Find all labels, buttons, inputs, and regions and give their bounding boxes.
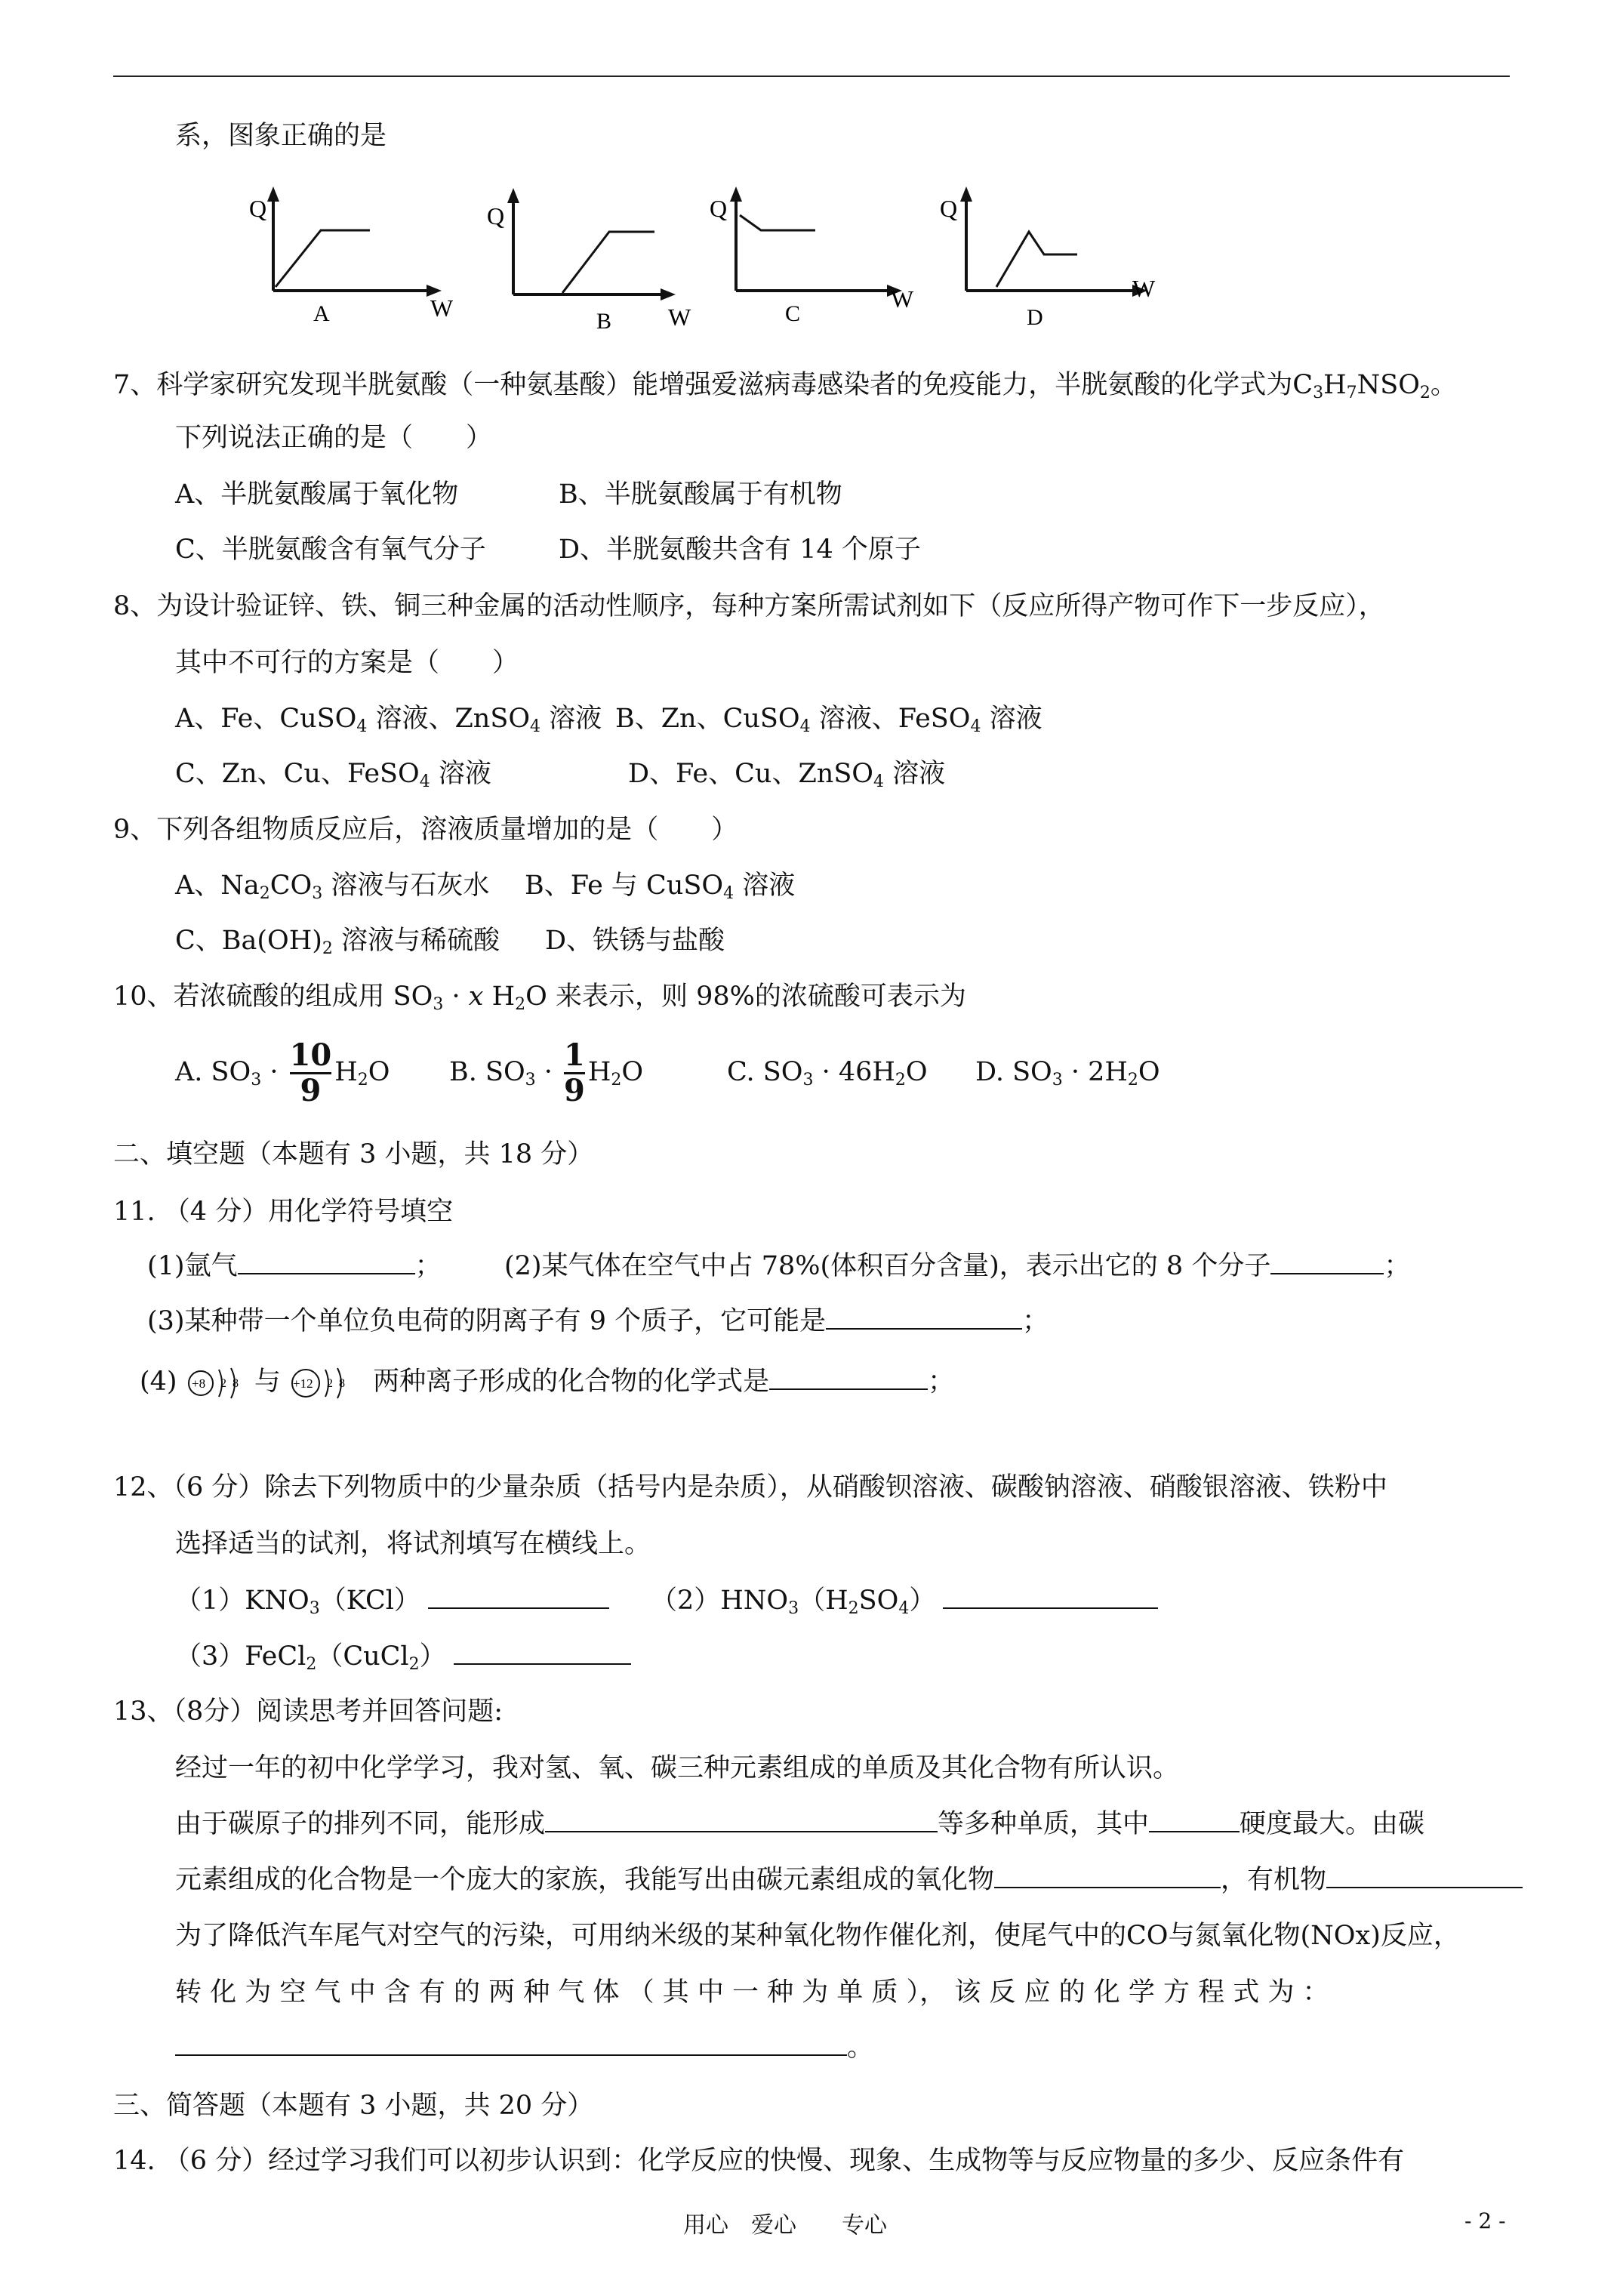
- q13-stem: 13、（8分）阅读思考并回答问题:: [113, 1697, 504, 1727]
- q13-blank-2[interactable]: [1149, 1808, 1240, 1832]
- q11-blank-1[interactable]: [238, 1250, 415, 1274]
- q13-line-1: 经过一年的初中化学学习，我对氢、氧、碳三种元素组成的单质及其化合物有所认识。: [175, 1753, 1180, 1783]
- q13-line-2: 由于碳原子的排列不同，能形成 等多种单质，其中 硬度最大。由碳: [175, 1809, 1425, 1839]
- q8-option-b: B、Zn、CuSO$_4$ 溶液、FeSO$_4$ 溶液: [615, 704, 1042, 736]
- q10-stem: 10、若浓硫酸的组成用 $SO_3 \cdot x$ $H_2O$ 来表示，则 98%的浓硫酸可表示为: [113, 982, 966, 1014]
- svg-text:B: B: [596, 309, 612, 334]
- svg-text:C: C: [785, 301, 801, 325]
- q8-option-a: A、Fe、CuSO$_4$ 溶液、ZnSO$_4$ 溶液: [175, 704, 602, 736]
- q8-option-d: D、Fe、Cu、ZnSO$_4$ 溶液: [628, 759, 946, 791]
- svg-text:D: D: [1027, 305, 1043, 328]
- q13-blank-3[interactable]: [994, 1864, 1221, 1888]
- q11-blank-3[interactable]: [826, 1305, 1022, 1330]
- graph-b: [487, 185, 706, 336]
- svg-text:+12: +12: [293, 1376, 313, 1391]
- q9-option-a: A、$Na_2CO_3$ 溶液与石灰水: [175, 871, 490, 903]
- q8-option-c: C、Zn、Cu、FeSO$_4$ 溶液: [175, 759, 491, 791]
- q10-option-a: A. $SO_3$ · $\frac{10}{9}$ $H_2O$: [175, 1037, 390, 1108]
- q9-stem: 9、下列各组物质反应后，溶液质量增加的是（ ）: [113, 815, 738, 845]
- q12-item-2: $(2)HNO_3(H_2SO_4)$: [651, 1584, 1158, 1617]
- graph-c: [710, 185, 929, 325]
- q6-tail: 系，图象正确的是: [175, 121, 387, 151]
- q9-option-b: B、Fe 与 CuSO$_4$ 溶液: [525, 871, 796, 903]
- q8-stem: 8、为设计验证锌、铁、铜三种金属的活动性顺序，每种方案所需试剂如下（反应所得产物可作下一步反应），: [113, 591, 1385, 621]
- q13-blank-4[interactable]: [1326, 1864, 1523, 1888]
- q13-blank-5[interactable]: [175, 2032, 847, 2056]
- graph-a-ylabel: Q: [249, 195, 267, 222]
- q12-blank-1[interactable]: [428, 1585, 609, 1609]
- q8-stem-b: 其中不可行的方案是（ ）: [175, 648, 519, 678]
- ion-structure-mg: [289, 1362, 354, 1404]
- q7-option-b: B、半胱氨酸属于有机物: [559, 479, 842, 510]
- svg-text:W: W: [668, 304, 691, 331]
- svg-text:+8: +8: [191, 1376, 205, 1391]
- svg-text:Q: Q: [487, 202, 505, 230]
- graph-a-xlabel: W: [430, 294, 453, 322]
- q11-blank-2[interactable]: [1270, 1250, 1384, 1274]
- q13-line-6: 。: [175, 2031, 873, 2064]
- q9-option-d: D、铁锈与盐酸: [545, 926, 725, 956]
- q13-line-5: 转 化 为 空 气 中 含 有 的 两 种 气 体 （ 其 中 一 种 为 单 质 ）， 该 反 应 的 化 学 方 程 式 为 ：: [175, 1977, 1329, 2008]
- q10-option-b: B. $SO_3$ · $\frac{1}{9}$ $H_2O$: [449, 1037, 644, 1108]
- q12-blank-3[interactable]: [454, 1641, 631, 1665]
- q12-stem: 12、（6 分）除去下列物质中的少量杂质（括号内是杂质），从硝酸钡溶液、碳酸钠溶液、硝酸银溶液、铁粉中: [113, 1472, 1387, 1502]
- q10-fraction-a: $\frac{10}{9}$: [289, 1037, 332, 1108]
- q10-fraction-b: $\frac{1}{9}$: [564, 1037, 585, 1108]
- q7-option-c: C、半胱氨酸含有氧气分子: [175, 535, 486, 565]
- q13-line-3: 元素组成的化合物是一个庞大的家族，我能写出由碳元素组成的氧化物 ，有机物: [175, 1863, 1523, 1897]
- q12-item-3: （3）FeCl$_2$（CuCl$_2$）: [175, 1640, 631, 1673]
- page-number: - 2 -: [1464, 2208, 1506, 2233]
- q11-part-1: (1)氩气 ；: [147, 1251, 442, 1281]
- q9-option-c: C、$Ba(OH)_2$ 溶液与稀硫酸: [175, 926, 500, 958]
- graph-a: [249, 185, 453, 325]
- q14-stem: 14. （6 分）经过学习我们可以初步认识到：化学反应的快慢、现象、生成物等与反应物量的多少、反应条件有: [113, 2146, 1405, 2176]
- q11-stem: 11. （4 分）用化学符号填空: [113, 1197, 454, 1227]
- q11-part-4: (4) +8 2 8 与 +12 2 8 两种离子形成的化合物的化学式是 ；: [140, 1359, 954, 1404]
- svg-text:W: W: [1132, 275, 1156, 302]
- svg-text:Q: Q: [940, 195, 958, 222]
- q7-stem: 7、科学家研究发现半胱氨酸（一种氨基酸）能增强爱滋病毒感染者的免疫能力，半胱氨酸的化学式为$C_3H_7NSO_2$。: [113, 370, 1457, 402]
- q10-option-d: D. $SO_3 \cdot 2H_2O$: [975, 1057, 1160, 1089]
- section-3-heading: 三、简答题（本题有 3 小题，共 20 分）: [113, 2091, 594, 2121]
- footer-motto: 用心 爱心 专心: [683, 2212, 887, 2239]
- q7-option-d: D、半胱氨酸共含有 14 个原子: [559, 535, 921, 565]
- svg-text:8: 8: [232, 1376, 239, 1390]
- graph-a-letter: A: [313, 301, 330, 325]
- q13-line-4: 为了降低汽车尾气对空气的污染，可用纳米级的某种氧化物作催化剂，使尾气中的CO与氮氧化物(NOx)反应，: [175, 1921, 1460, 1951]
- q7-option-a: A、半胱氨酸属于氧化物: [175, 479, 459, 510]
- q12-stem-b: 选择适当的试剂，将试剂填写在横线上。: [175, 1529, 651, 1559]
- q10-option-c: C. $SO_3 \cdot 46H_2O$: [727, 1057, 928, 1089]
- q11-part-3: (3)某种带一个单位负电荷的阴离子有 9 个质子，它可能是 ；: [147, 1306, 1049, 1336]
- svg-text:8: 8: [339, 1376, 346, 1390]
- svg-text:W: W: [891, 285, 914, 313]
- svg-text:Q: Q: [710, 195, 728, 222]
- q13-blank-1[interactable]: [545, 1808, 938, 1832]
- q7-stem-b: 下列说法正确的是（ ）: [175, 423, 493, 453]
- q12-item-1: $(1)KNO_3(KCl)$: [175, 1584, 609, 1617]
- header-rule: [113, 76, 1510, 77]
- svg-text:2: 2: [327, 1376, 334, 1390]
- q12-blank-2[interactable]: [943, 1585, 1158, 1609]
- q11-part-2: (2)某气体在空气中占 78%(体积百分含量)，表示出它的 8 个分子 ；: [504, 1251, 1411, 1281]
- svg-text:2: 2: [220, 1376, 226, 1390]
- q11-blank-4[interactable]: [769, 1366, 928, 1390]
- graph-d: [940, 185, 1159, 328]
- ion-structure-o: [186, 1362, 246, 1404]
- section-2-heading: 二、填空题（本题有 3 小题，共 18 分）: [113, 1139, 594, 1170]
